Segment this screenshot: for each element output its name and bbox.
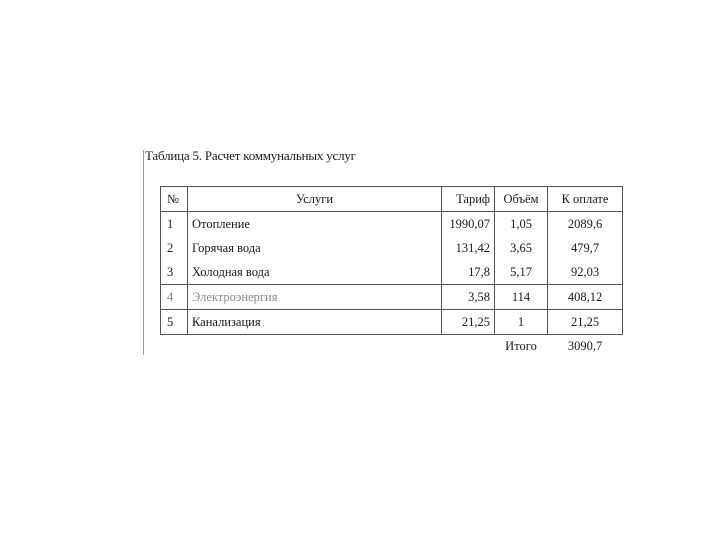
row-payment: 2089,6 <box>548 212 623 237</box>
total-value: 3090,7 <box>567 338 603 353</box>
row-payment: 479,7 <box>548 236 623 260</box>
row-tariff: 131,42 <box>442 236 495 260</box>
header-payment: К оплате <box>548 187 623 212</box>
row-volume: 5,17 <box>495 260 548 285</box>
header-volume: Объём <box>495 187 548 212</box>
margin-rule <box>143 150 144 355</box>
table-row <box>161 285 623 310</box>
total-spacer <box>188 335 442 358</box>
total-row <box>161 335 623 358</box>
row-tariff: 21,25 <box>442 310 495 335</box>
row-tariff: 17,8 <box>442 260 495 285</box>
row-num: 1 <box>161 212 188 237</box>
row-num: 5 <box>161 310 188 335</box>
table-row <box>161 310 623 335</box>
row-volume: 3,65 <box>495 236 548 260</box>
total-label: Итого <box>505 338 537 353</box>
header-service: Услуги <box>188 187 442 212</box>
row-num: 2 <box>161 236 188 260</box>
row-payment: 92,03 <box>548 260 623 285</box>
row-volume: 1,05 <box>495 212 548 237</box>
services-table <box>160 186 623 357</box>
total-spacer <box>161 335 188 358</box>
row-tariff: 3,58 <box>442 285 495 310</box>
header-num: № <box>161 187 188 212</box>
table-row <box>161 212 623 237</box>
row-service: Отопление <box>188 212 442 237</box>
row-service: Канализация <box>188 310 442 335</box>
header-tariff: Тариф <box>442 187 495 212</box>
table-caption: Таблица 5. Расчет коммунальных услуг <box>145 148 356 163</box>
row-tariff: 1990,07 <box>442 212 495 237</box>
row-service: Горячая вода <box>188 236 442 260</box>
row-volume: 1 <box>495 310 548 335</box>
row-volume: 114 <box>495 285 548 310</box>
total-spacer <box>442 335 495 358</box>
row-service: Электроэнергия <box>188 285 442 310</box>
row-num: 4 <box>161 285 188 310</box>
row-payment: 21,25 <box>548 310 623 335</box>
table-row <box>161 236 623 260</box>
table-row <box>161 260 623 285</box>
row-num: 3 <box>161 260 188 285</box>
table-header-row <box>161 187 623 212</box>
row-service: Холодная вода <box>188 260 442 285</box>
row-payment: 408,12 <box>548 285 623 310</box>
